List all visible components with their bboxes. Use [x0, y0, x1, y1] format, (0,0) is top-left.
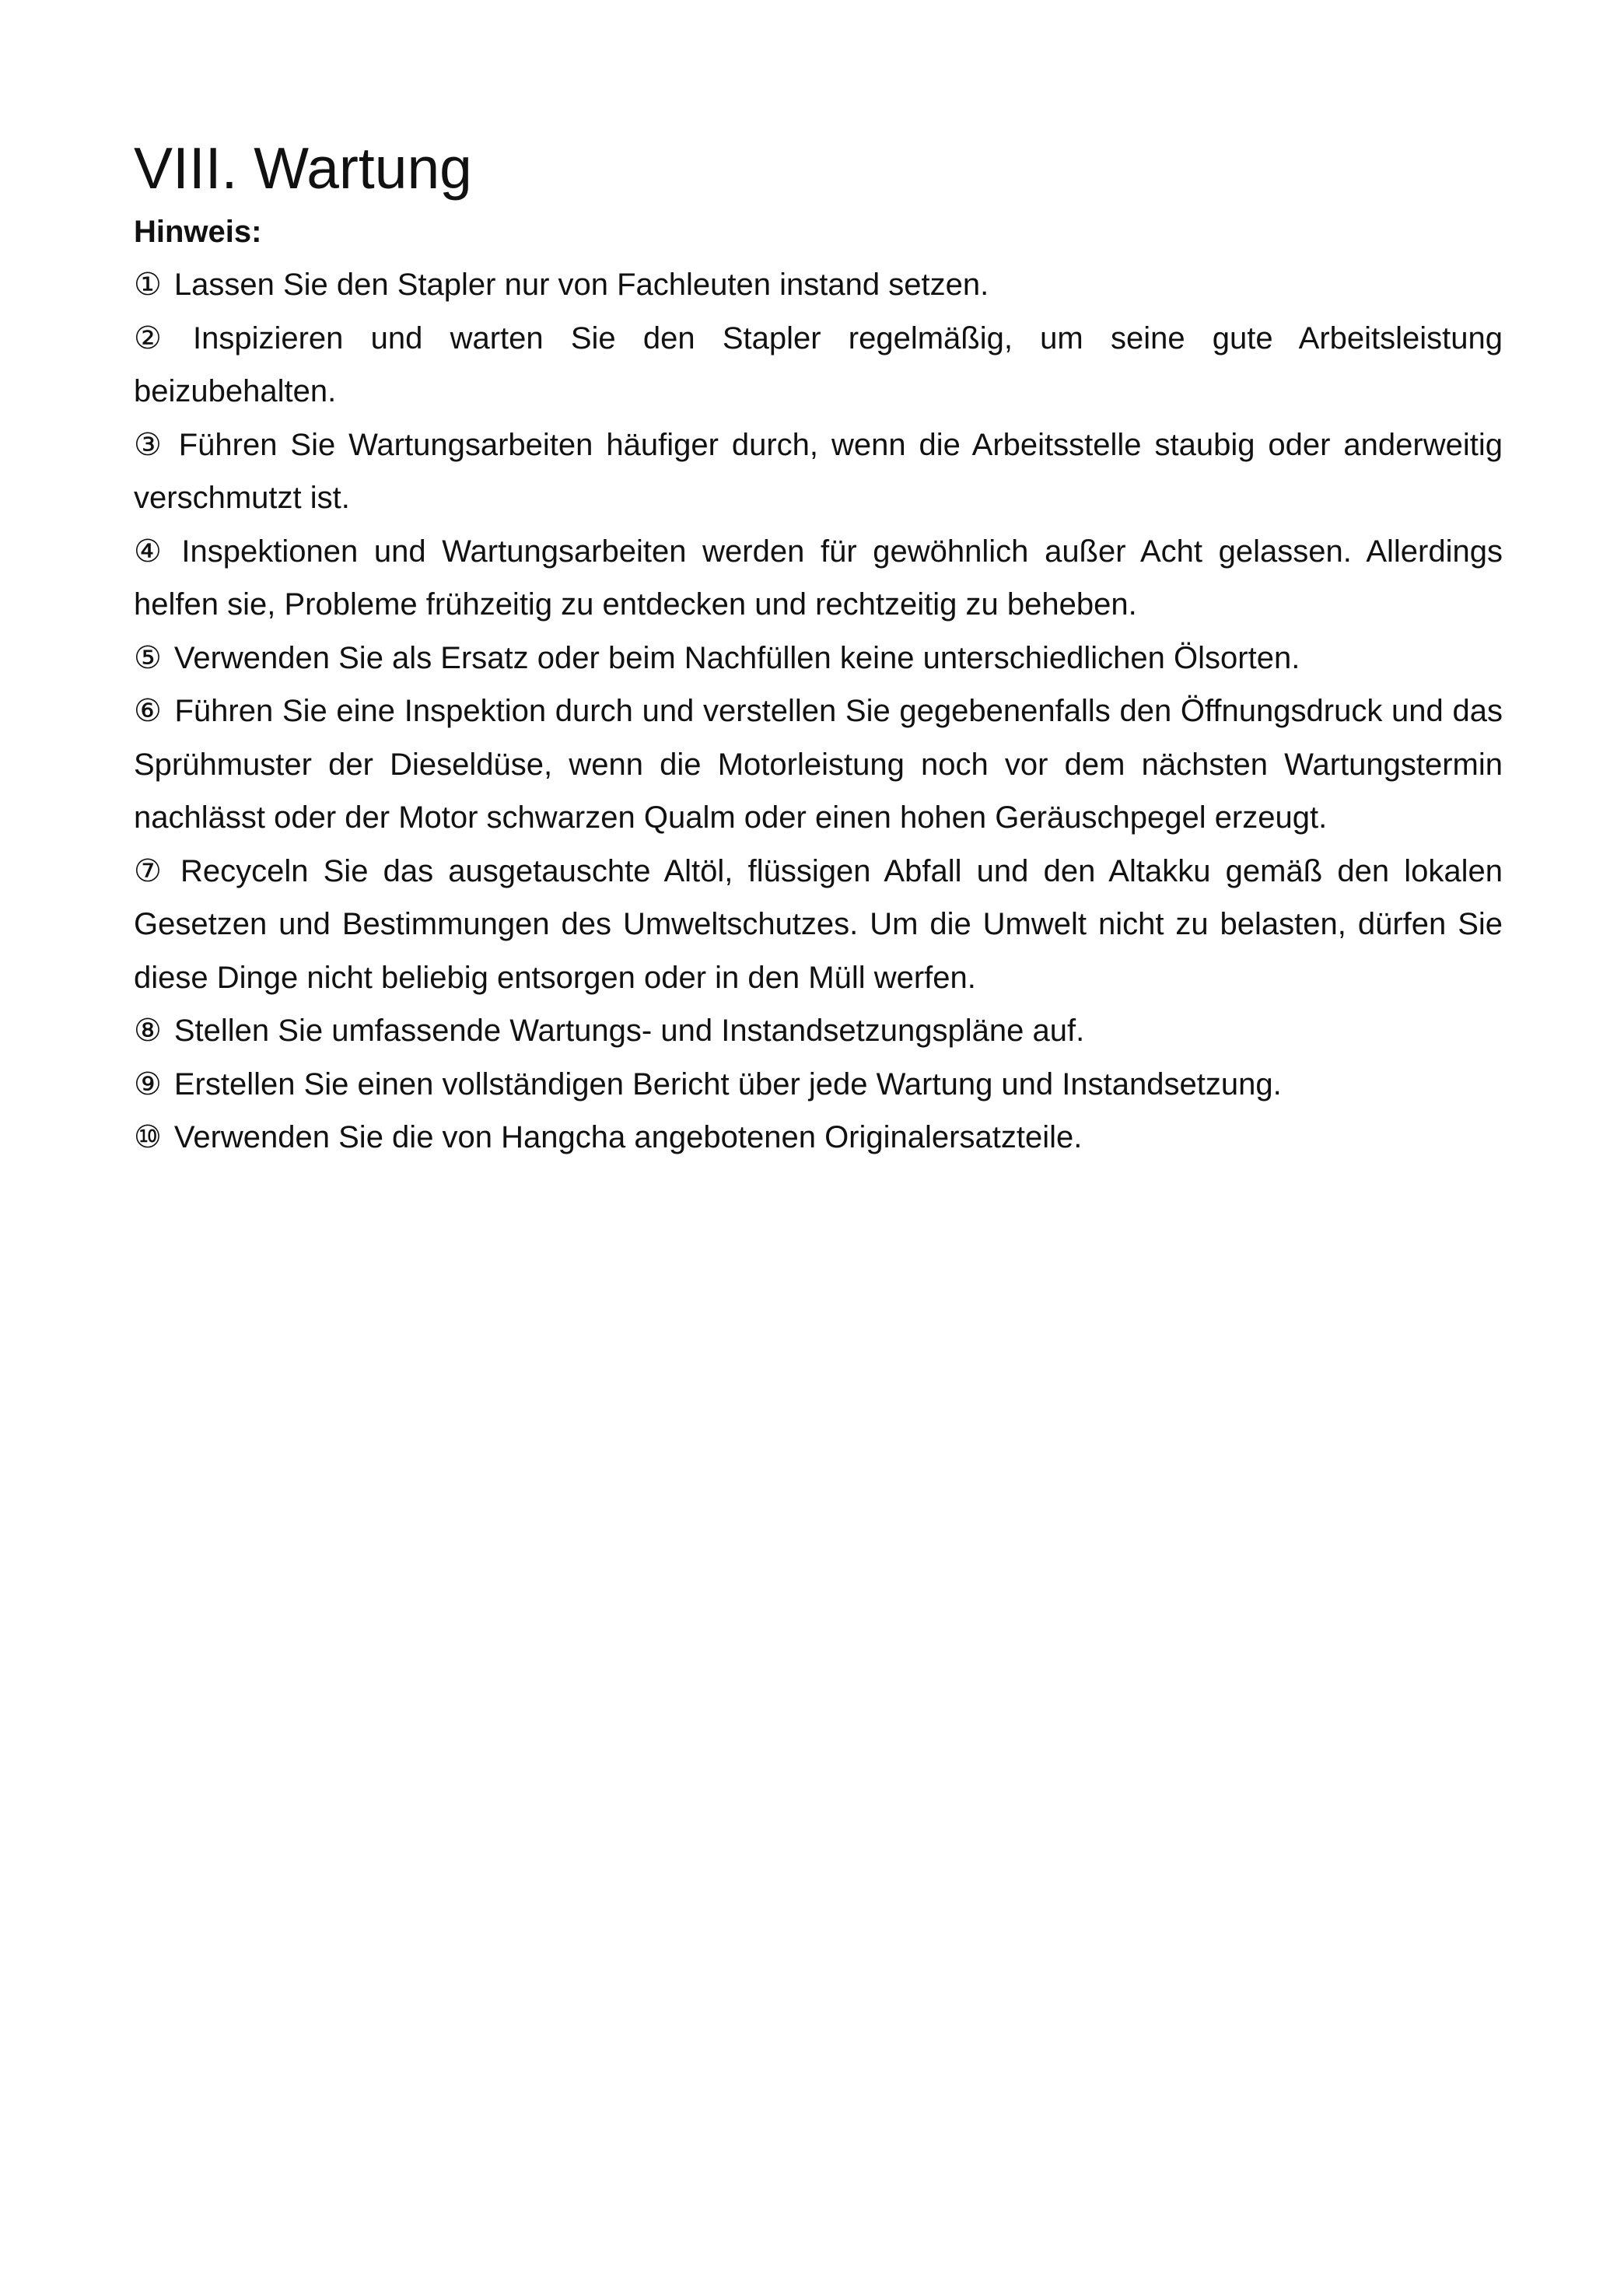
list-item [134, 1111, 1503, 1165]
item-number: ⑤ [134, 639, 162, 676]
item-text: Stellen Sie umfassende Wartungs- und Instandsetzungspläne auf. [173, 1014, 1085, 1048]
list-item [134, 845, 1503, 1005]
list-item [134, 525, 1503, 632]
item-text: Inspizieren und warten Sie den Stapler regelmäßig, um seine gute Arbeitsleistung beizubehalten. [134, 320, 1503, 408]
item-text: Inspektionen und Wartungsarbeiten werden für gewöhnlich außer Acht gelassen. Allerdings helfen sie, Probleme frühzeitig zu entdecken und rechtzeitig zu beheben. [134, 534, 1503, 622]
list-item [134, 1058, 1503, 1112]
item-text: Erstellen Sie einen vollständigen Bericht über jede Wartung und Instandsetzung. [173, 1066, 1282, 1101]
item-text: Verwenden Sie als Ersatz oder beim Nachfüllen keine unterschiedlichen Ölsorten. [173, 640, 1300, 675]
item-text: Führen Sie eine Inspektion durch und verstellen Sie gegebenenfalls den Öffnungsdruck und das Sprühmuster der Dieseldüse, wenn die Motorleistung noch vor dem nächsten Wartungstermin nachlässt oder der Motor schwarzen Qualm oder einen hohen Geräuschpegel erzeugt. [134, 694, 1503, 835]
document-page [134, 131, 1503, 1165]
item-number: ⑩ [134, 1119, 162, 1155]
item-text: Recyceln Sie das ausgetauschte Altöl, flüssigen Abfall und den Altakku gemäß den lokalen Gesetzen und Bestimmungen des Umweltschutzes. Um die Umwelt nicht zu belasten, dürfen Sie diese Dinge nicht beliebig entsorgen oder in den Müll werfen. [134, 853, 1503, 995]
item-number: ⑥ [134, 693, 163, 729]
item-number: ① [134, 267, 162, 303]
item-number: ④ [134, 533, 170, 569]
list-item [134, 312, 1503, 419]
item-number: ⑧ [134, 1013, 162, 1049]
note-label: Hinweis: [134, 215, 262, 249]
item-text: Lassen Sie den Stapler nur von Fachleuten instand setzen. [173, 268, 989, 302]
item-number: ⑦ [134, 853, 168, 889]
item-number: ② [134, 320, 180, 356]
list-item [134, 419, 1503, 525]
item-text: Verwenden Sie die von Hangcha angebotenen Originalersatzteile. [173, 1120, 1083, 1154]
item-number: ③ [134, 426, 166, 463]
item-text: Führen Sie Wartungsarbeiten häufiger durch, wenn die Arbeitsstelle staubig oder anderweitig verschmutzt ist. [134, 427, 1503, 515]
item-number: ⑨ [134, 1066, 162, 1102]
page-title: VIII. Wartung [134, 135, 472, 201]
list-item [134, 632, 1503, 685]
list-item [134, 1004, 1503, 1058]
list-item [134, 685, 1503, 845]
maintenance-list [134, 258, 1503, 1165]
list-item [134, 258, 1503, 312]
